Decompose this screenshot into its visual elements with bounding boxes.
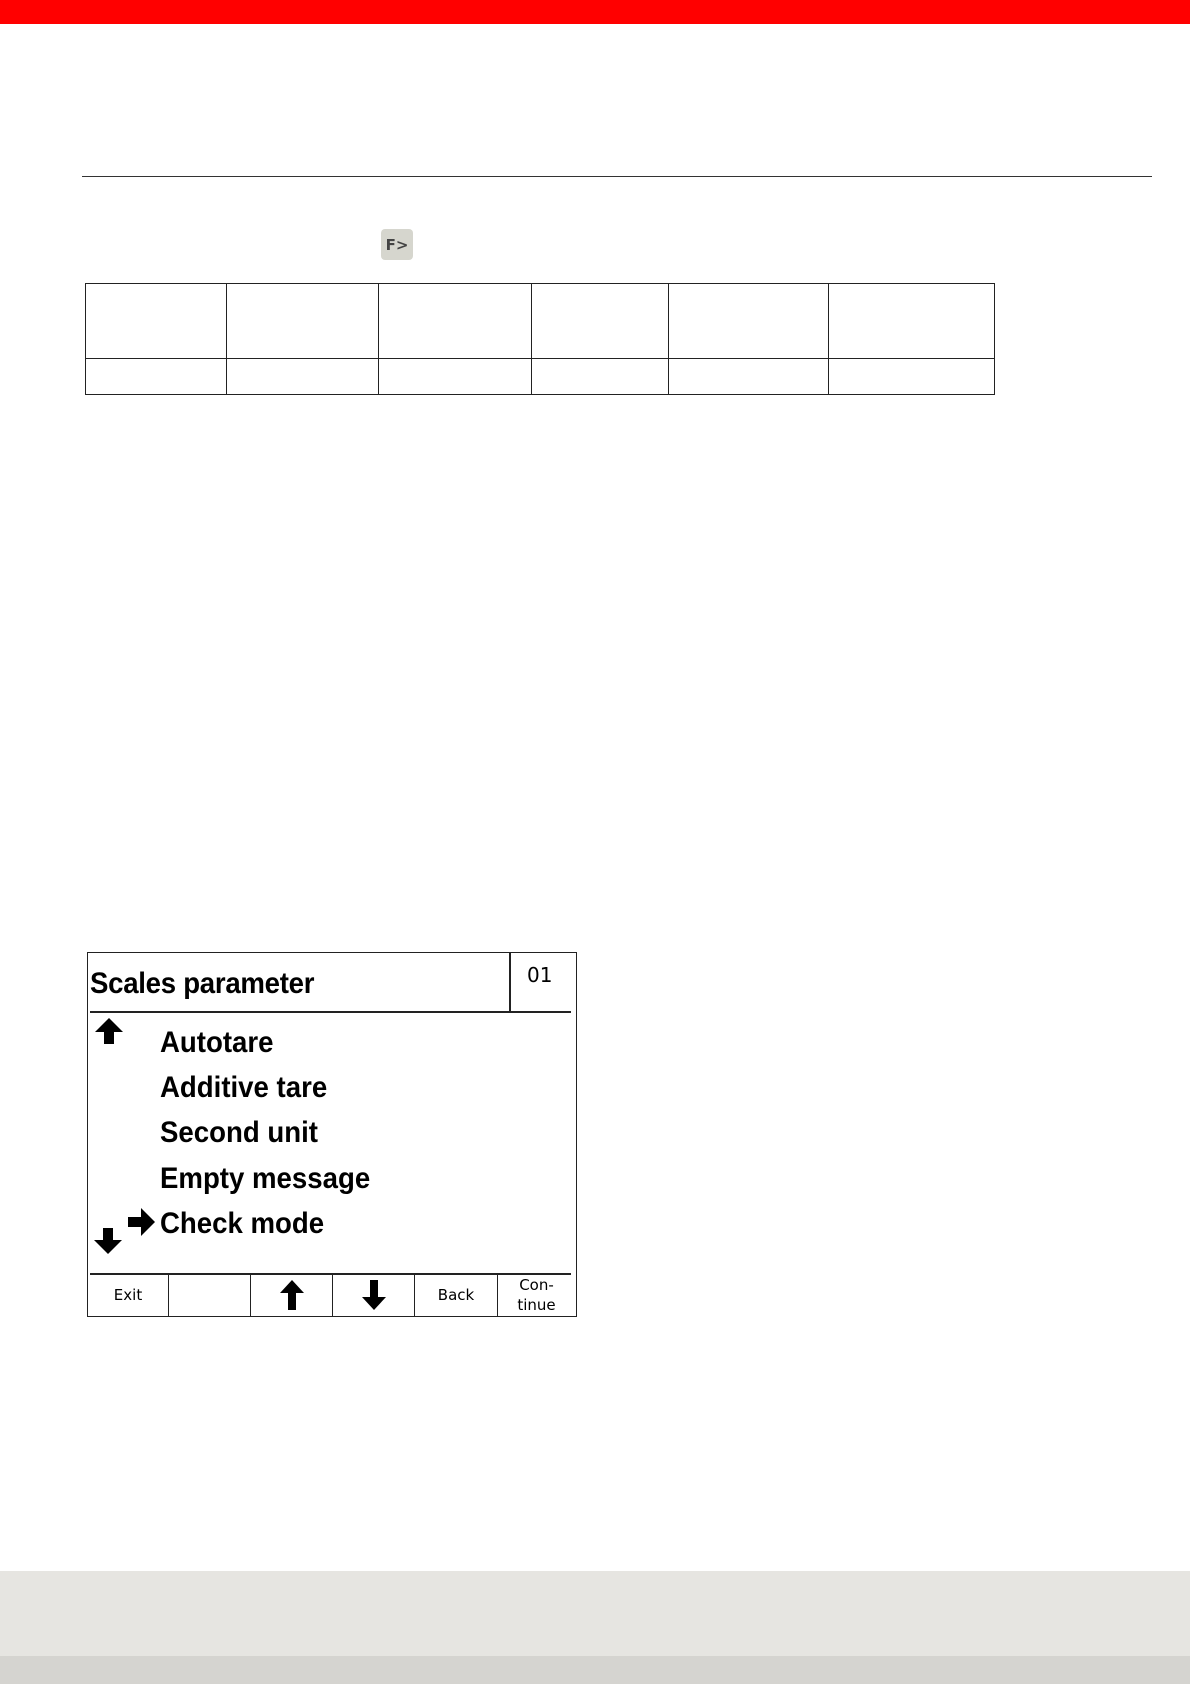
table-cell (379, 284, 532, 359)
title-separator (90, 1011, 571, 1013)
footer-band (0, 1571, 1190, 1656)
menu-item[interactable]: Autotare (160, 1026, 274, 1059)
menu-item[interactable]: Additive tare (160, 1071, 328, 1104)
up-softkey[interactable] (251, 1274, 333, 1316)
table-cell (829, 359, 995, 395)
scale-display-screen (87, 952, 577, 1317)
softkey-bar (88, 1274, 575, 1316)
table-cell (227, 359, 379, 395)
continue-label-line2: tinue (517, 1296, 556, 1314)
table-cell (669, 359, 829, 395)
blank-softkey[interactable] (169, 1274, 251, 1316)
display-page-number: 01 (527, 963, 553, 987)
table-cell (532, 284, 669, 359)
continue-softkey[interactable] (498, 1274, 575, 1316)
menu-item[interactable]: Second unit (160, 1116, 318, 1149)
table-cell (379, 359, 532, 395)
table-cell (669, 284, 829, 359)
table-cell (829, 284, 995, 359)
table-cell (227, 284, 379, 359)
selection-arrow-icon (126, 1206, 156, 1238)
table-cell (86, 284, 227, 359)
down-softkey[interactable] (333, 1274, 415, 1316)
exit-softkey[interactable]: Exit (88, 1274, 169, 1316)
header-rule (82, 176, 1152, 177)
display-title: Scales parameter (90, 967, 315, 1000)
scroll-down-icon (92, 1227, 124, 1255)
table-cell (86, 359, 227, 395)
menu-item-selected[interactable]: Check mode (160, 1207, 325, 1240)
continue-label-line1: Con- (519, 1276, 554, 1294)
back-softkey[interactable]: Back (415, 1274, 498, 1316)
menu-item[interactable]: Empty message (160, 1162, 371, 1195)
table-cell (532, 359, 669, 395)
footer-bottom-band (0, 1656, 1190, 1684)
up-arrow-icon (279, 1279, 305, 1311)
title-divider (509, 953, 511, 1011)
down-arrow-icon (361, 1279, 387, 1311)
scroll-up-icon (93, 1017, 125, 1045)
top-accent-bar (0, 0, 1190, 24)
empty-table (85, 283, 995, 395)
function-key-icon: F> (381, 229, 413, 260)
